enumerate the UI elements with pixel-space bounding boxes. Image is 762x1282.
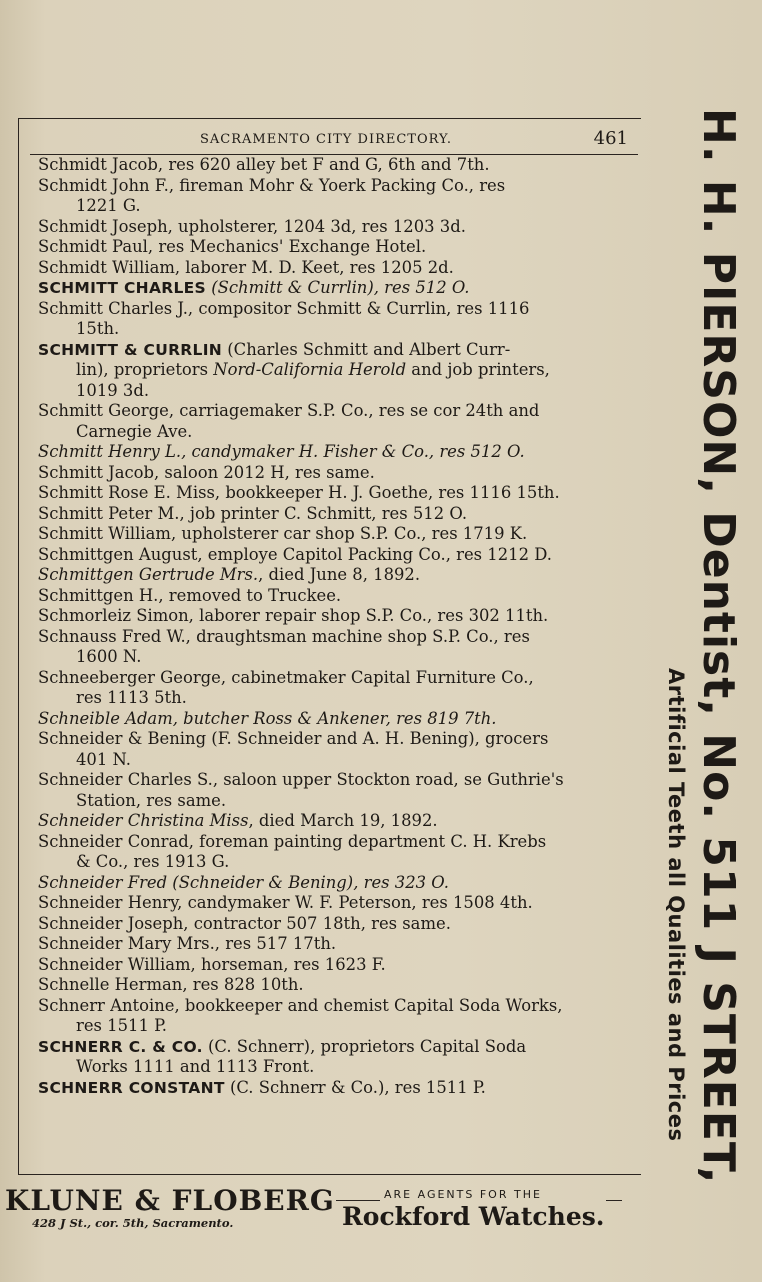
entry-text: Schmitt Jacob, saloon 2012 H, res same. (38, 462, 375, 482)
directory-entry (38, 893, 638, 914)
directory-entry (38, 401, 638, 442)
entry-text: Schmitt Charles J., compositor Schmitt & Currlin, res 1116 (38, 298, 530, 318)
entry-continuation: 401 N. (76, 749, 131, 769)
entry-continuation: 1019 3d. (76, 380, 150, 400)
entry-text: SCHMITT & CURRLIN (38, 340, 223, 359)
entry-text: Schneider Mary Mrs., res 517 17th. (38, 934, 337, 953)
directory-entry (38, 504, 638, 525)
directory-entry (38, 340, 638, 402)
side-advertisement (640, 108, 750, 1218)
directory-entry (38, 606, 638, 627)
directory-entries (38, 155, 638, 1098)
footer-advertisement (0, 1180, 762, 1240)
entry-text: Schneider & Bening (F. Schneider and A. H. Bening), grocers (38, 729, 549, 748)
entry-text: Schneider Henry, candymaker W. F. Peterson, res 1508 4th. (38, 893, 533, 912)
entry-text: Schmittgen H., removed to Truckee. (38, 585, 342, 605)
entry-text: Schmidt Paul, res Mechanics' Exchange Hotel. (38, 237, 427, 256)
directory-entry (38, 565, 638, 586)
footer-agents-text: ARE AGENTS FOR THE (384, 1188, 542, 1201)
entry-text: Schmitt Rose E. Miss, bookkeeper H. J. Goethe, res 1116 15th. (38, 483, 560, 502)
directory-entry (38, 873, 638, 894)
entry-text: SCHNERR C. & CO. (38, 1037, 203, 1056)
entry-continuation: Works 1111 and 1113 Front. (76, 1057, 315, 1076)
entry-text: (C. Schnerr), proprietors Capital Soda (202, 1036, 527, 1056)
directory-entry (38, 237, 638, 258)
entry-text: Schneeberger George, cabinetmaker Capital Furniture Co., (38, 667, 534, 687)
directory-entry (38, 832, 638, 873)
directory-entry (38, 524, 638, 545)
entry-text: Schmitt George, carriagemaker S.P. Co., res se cor 24th and (38, 401, 540, 420)
entry-text: Schnelle Herman, res 828 10th. (38, 975, 304, 994)
entry-text: Schmittgen Gertrude Mrs. (38, 565, 259, 584)
entry-text: Schmidt Jacob, res 620 alley bet F and G, 6th and 7th. (38, 155, 490, 174)
entry-text: Schnauss Fred W., draughtsman machine shop S.P. Co., res (38, 626, 530, 646)
directory-entry (38, 483, 638, 504)
entry-text: (Schmitt & Currlin), res 512 O. (206, 278, 470, 297)
entry-text: Schneider Charles S., saloon upper Stockton road, se Guthrie's (38, 770, 564, 789)
entry-continuation: 1221 G. (76, 196, 141, 215)
directory-entry (38, 217, 638, 238)
entry-text: Schmitt Peter M., job printer C. Schmitt, res 512 O. (38, 503, 468, 523)
directory-entry (38, 770, 638, 811)
directory-entry (38, 299, 638, 340)
entry-text: Schnerr Antoine, bookkeeper and chemist Capital Soda Works, (38, 995, 563, 1015)
entry-continuation: Station, res same. (76, 790, 227, 810)
entry-continuation: 15th. (76, 319, 120, 338)
entry-continuation: 1600 N. (76, 647, 142, 666)
page-number: 461 (593, 128, 628, 149)
entry-text: Nord-California Herold (213, 360, 407, 379)
entry-text: SCHNERR CONSTANT (38, 1078, 225, 1097)
entry-text: , died March 19, 1892. (248, 811, 438, 830)
side-ad-line1: H. H. PIERSON, Dentist, No. 511 J STREET, (693, 108, 744, 1185)
entry-continuation: res 1113 5th. (76, 688, 187, 707)
entry-text: Schneider William, horseman, res 1623 F. (38, 954, 386, 974)
entry-continuation: res 1511 P. (76, 1016, 167, 1035)
entry-text: , died June 8, 1892. (258, 565, 421, 584)
directory-entry (38, 1037, 638, 1078)
entry-text: SCHMITT CHARLES (38, 279, 207, 297)
entry-text: Schmitt Henry L., candymaker H. Fisher & Co., res 512 O. (38, 442, 525, 461)
directory-entry (38, 278, 638, 299)
entry-text: and job printers, (406, 360, 550, 379)
footer-advertiser-name: KLUNE & FLOBERG (5, 1184, 335, 1217)
directory-entry (38, 258, 638, 279)
entry-text: Schneider Joseph, contractor 507 18th, res same. (38, 913, 451, 933)
side-ad-line2: Artificial Teeth all Qualities and Prices (664, 668, 688, 1142)
footer-rule-right (606, 1200, 622, 1201)
directory-entry (38, 463, 638, 484)
directory-entry (38, 934, 638, 955)
footer-advertiser-address: 428 J St., cor. 5th, Sacramento. (32, 1216, 234, 1230)
entry-text: Schneider Conrad, foreman painting department C. H. Krebs (38, 831, 547, 851)
page-header (30, 128, 638, 155)
entry-text: Schmidt William, laborer M. D. Keet, res 1205 2d. (38, 257, 454, 277)
directory-entry (38, 586, 638, 607)
running-head: SACRAMENTO CITY DIRECTORY. (200, 132, 453, 147)
directory-entry (38, 996, 638, 1037)
footer-brand: Rockford Watches. (342, 1202, 605, 1231)
entry-text: Schmidt John F., fireman Mohr & Yoerk Packing Co., res (38, 175, 506, 195)
directory-entry (38, 1078, 638, 1099)
entry-text: (Charles Schmitt and Albert Curr- (222, 339, 511, 359)
entry-text: Schneible Adam, butcher Ross & Ankener, res 819 7th. (38, 708, 497, 728)
footer-rule-left (336, 1200, 380, 1201)
entry-text: Schmidt Joseph, upholsterer, 1204 3d, res 1203 3d. (38, 216, 466, 236)
entry-text: Schmitt William, upholsterer car shop S.P. Co., res 1719 K. (38, 524, 528, 543)
directory-entry (38, 811, 638, 832)
entry-continuation: Carnegie Ave. (76, 421, 193, 441)
entry-text: Schmittgen August, employe Capitol Packing Co., res 1212 D. (38, 544, 552, 564)
entry-text: (C. Schnerr & Co.), res 1511 P. (224, 1077, 486, 1097)
directory-entry (38, 176, 638, 217)
directory-entry (38, 709, 638, 730)
directory-entry (38, 442, 638, 463)
entry-text: Schneider Christina Miss (38, 811, 249, 830)
entry-continuation: & Co., res 1913 G. (76, 852, 230, 871)
directory-entry (38, 155, 638, 176)
entry-continuation (38, 360, 638, 381)
entry-text: lin), proprietors (76, 360, 214, 379)
directory-entry (38, 955, 638, 976)
directory-entry (38, 627, 638, 668)
directory-entry (38, 545, 638, 566)
entry-text: Schneider Fred (Schneider & Bening), res 323 O. (38, 872, 449, 892)
directory-entry (38, 975, 638, 996)
directory-entry (38, 914, 638, 935)
entry-text: Schmorleiz Simon, laborer repair shop S.P. Co., res 302 11th. (38, 606, 549, 625)
directory-entry (38, 668, 638, 709)
directory-entry (38, 729, 638, 770)
